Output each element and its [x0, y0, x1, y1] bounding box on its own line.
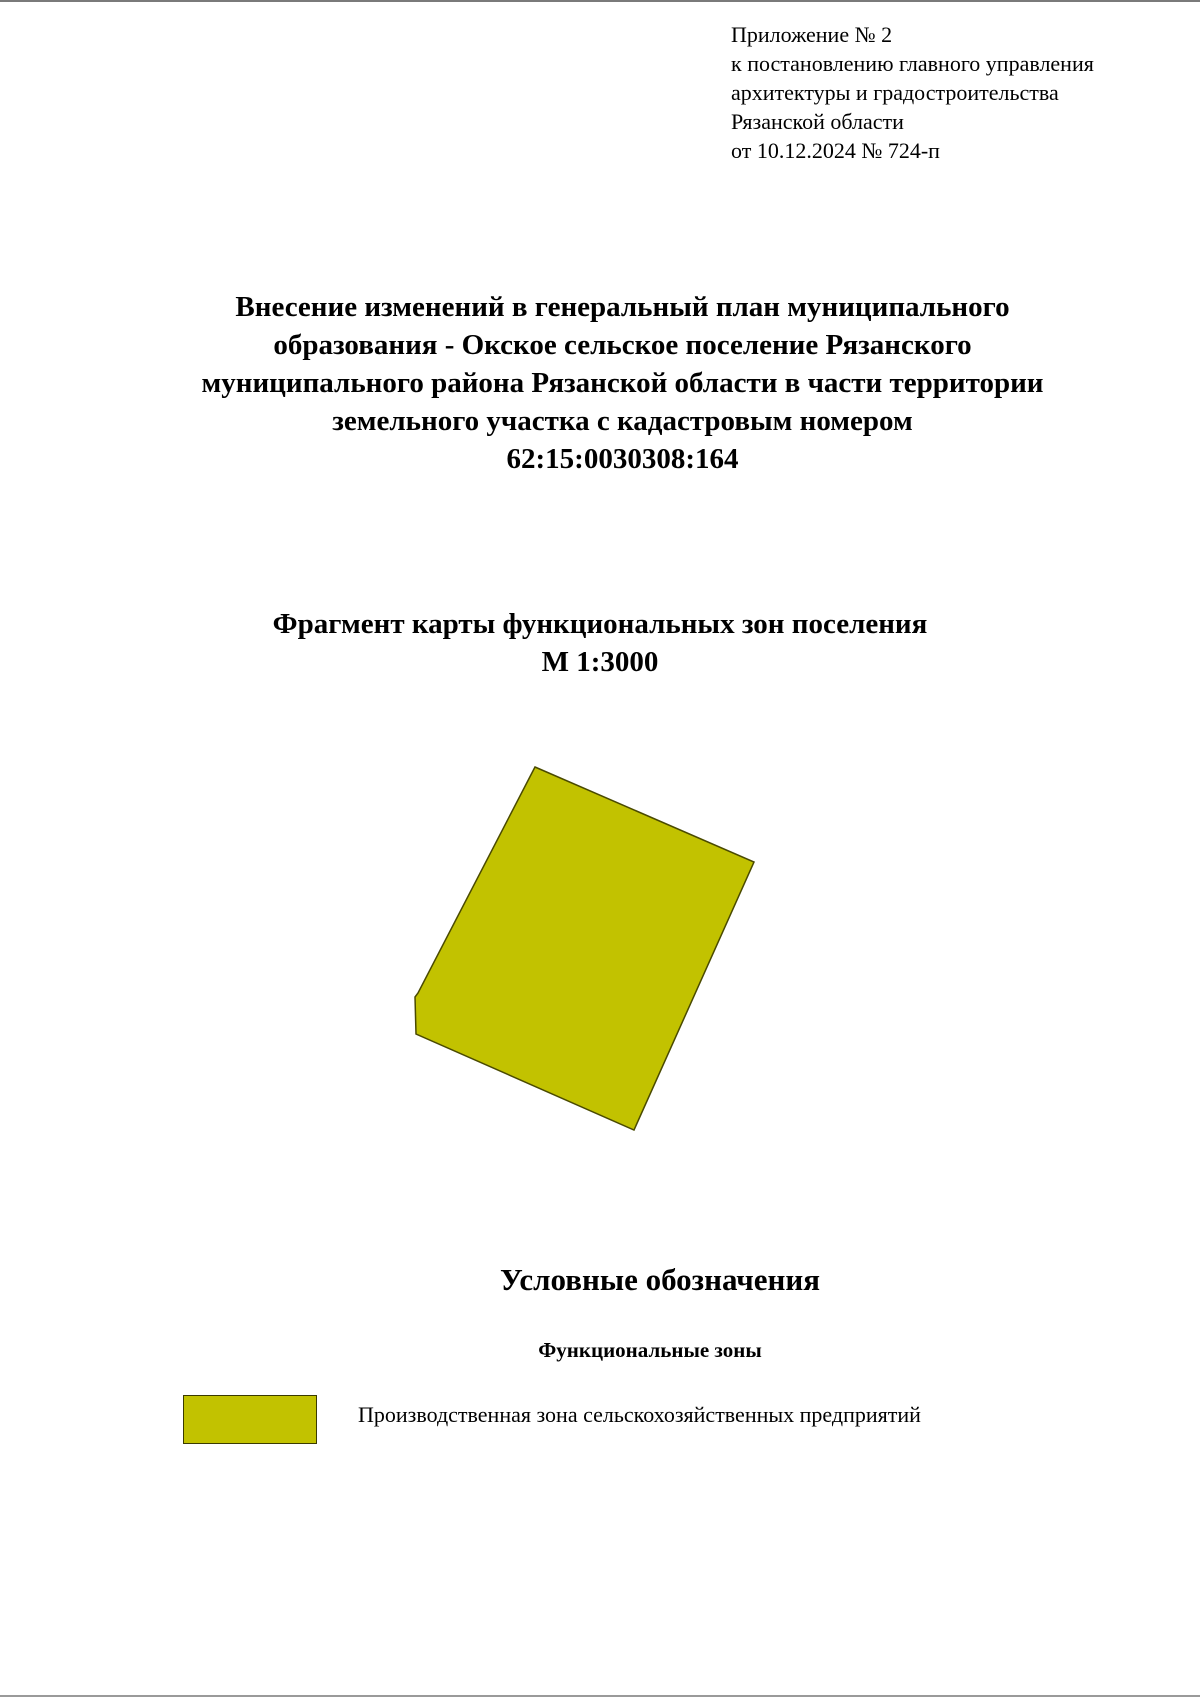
title-line: Внесение изменений в генеральный план муниципального — [235, 291, 1010, 323]
legend-swatch — [183, 1395, 317, 1444]
appendix-line: Рязанской области — [731, 109, 904, 134]
appendix-line: от 10.12.2024 № 724-п — [731, 138, 940, 163]
legend-label: Производственная зона сельскохозяйственных предприятий — [358, 1402, 921, 1427]
map-heading — [100, 605, 1100, 681]
map-heading-text: Фрагмент карты функциональных зон поселения — [272, 608, 928, 640]
agricultural-production-zone — [415, 767, 754, 1130]
appendix-line: архитектуры и градостроительства — [731, 80, 1059, 105]
map-svg — [380, 742, 780, 1142]
map-fragment — [380, 742, 780, 1142]
appendix-line: Приложение № 2 — [731, 22, 893, 47]
legend-section-title: Функциональные зоны — [538, 1338, 762, 1362]
appendix-line: к постановлению главного управления — [731, 51, 1094, 76]
title-line: муниципального района Рязанской области в части территории — [201, 367, 1044, 399]
map-scale: М 1:3000 — [541, 646, 659, 678]
title-line: земельного участка с кадастровым номером — [332, 405, 913, 437]
legend-item — [183, 1395, 1083, 1447]
title-line: 62:15:0030308:164 — [506, 443, 739, 475]
appendix-block — [731, 20, 1171, 165]
title-line: образования - Окское сельское поселение Рязанского — [273, 329, 972, 361]
legend-title: Условные обозначения — [499, 1262, 820, 1297]
document-title — [80, 288, 1165, 478]
